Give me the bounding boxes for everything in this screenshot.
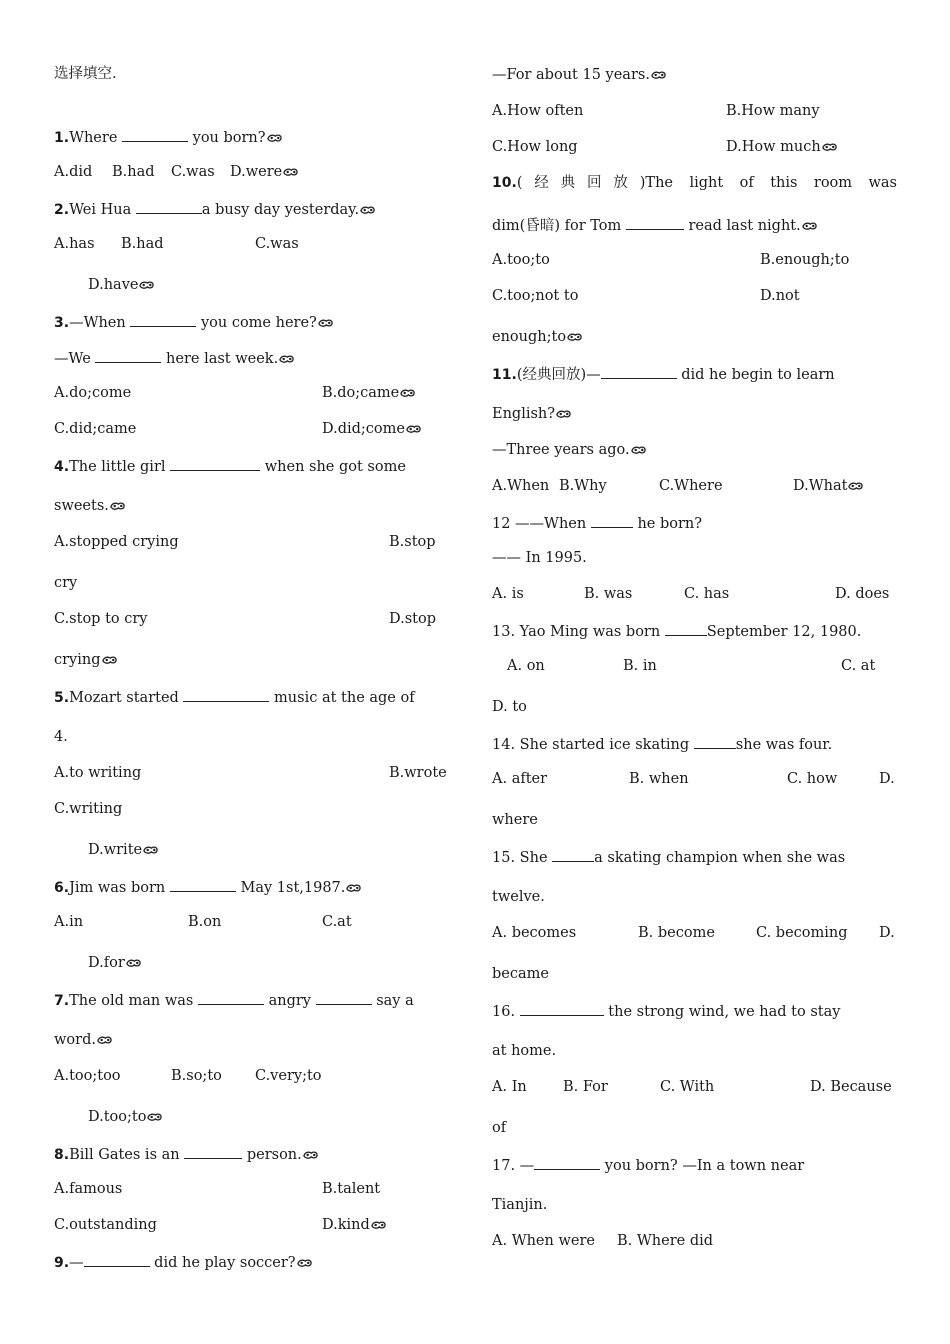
options-q6 [54, 913, 459, 931]
options-q15 [492, 924, 897, 942]
option[interactable]: D. [879, 925, 895, 941]
question-17-line-2: Tianjin. [492, 1197, 548, 1213]
option[interactable]: C.was [171, 164, 215, 180]
option[interactable]: A.too;too [54, 1068, 121, 1084]
option[interactable]: A. on [507, 658, 545, 674]
option[interactable]: A.do;come [54, 385, 132, 401]
options-q5-row1 [54, 764, 459, 782]
options-q14 [492, 770, 897, 788]
option[interactable]: A.to writing [54, 765, 142, 781]
question-10-line-2: dim(昏暗) for Tom read last night. [492, 215, 817, 233]
option[interactable]: B.enough;to [760, 252, 850, 268]
answer-blank[interactable] [122, 127, 188, 142]
answer-blank[interactable] [170, 456, 260, 471]
option[interactable]: A. When were [492, 1233, 595, 1249]
answer-blank[interactable] [84, 1252, 150, 1267]
option[interactable]: D.How much [726, 138, 837, 156]
option[interactable]: D. does [835, 586, 890, 602]
answer-blank[interactable] [95, 348, 161, 363]
audio-icon [279, 354, 294, 364]
option[interactable]: B.How many [726, 103, 820, 119]
question-16-line-2: at home. [492, 1043, 557, 1059]
options-q13 [492, 657, 897, 675]
option[interactable]: A. becomes [492, 925, 577, 941]
question-10: 10.(经典回放)The light of this room was [492, 175, 897, 191]
option[interactable]: A. is [492, 586, 524, 602]
option[interactable]: D.for [88, 954, 141, 972]
answer-blank[interactable] [170, 877, 236, 892]
option[interactable]: C.outstanding [54, 1217, 157, 1233]
option[interactable]: D.too;to [88, 1108, 162, 1126]
option-continued: cry [54, 575, 78, 591]
audio-icon [97, 1035, 112, 1045]
audio-icon [360, 205, 375, 215]
option[interactable]: C.did;came [54, 421, 137, 437]
question-12-answer: —— In 1995. [492, 550, 587, 566]
option[interactable]: C.Where [659, 478, 723, 494]
question-7-line-2: word. [54, 1031, 112, 1049]
question-4-line-2: sweets. [54, 497, 125, 515]
option[interactable]: C.How long [492, 139, 578, 155]
question-11-line-2: English? [492, 405, 571, 423]
audio-icon [406, 424, 421, 434]
option[interactable]: C.stop to cry [54, 611, 148, 627]
options-q3-row2 [54, 420, 459, 438]
audio-icon [283, 167, 298, 177]
option[interactable]: A.did [54, 164, 93, 180]
option[interactable]: D.stop [389, 611, 436, 627]
options-q12 [492, 585, 897, 603]
options-q4-row1 [54, 533, 459, 551]
answer-blank[interactable] [136, 199, 202, 214]
answer-blank[interactable] [626, 215, 684, 230]
option[interactable]: A.famous [54, 1181, 123, 1197]
answer-blank[interactable] [130, 312, 196, 327]
options-q4-row2 [54, 610, 459, 628]
question-8: 8.Bill Gates is an person. [54, 1144, 318, 1162]
option[interactable]: D.did;come [322, 420, 421, 438]
options-q10-row1 [492, 251, 897, 269]
options-q7 [54, 1067, 459, 1085]
question-15-line-2: twelve. [492, 889, 545, 905]
question-13: 13. Yao Ming was born September 12, 1980. [492, 621, 861, 639]
option[interactable]: A. In [492, 1079, 527, 1095]
question-9-answer: —For about 15 years. [492, 66, 666, 84]
answer-blank[interactable] [316, 990, 372, 1005]
option[interactable]: B. Where did [617, 1233, 714, 1249]
option-continued: of [492, 1120, 507, 1136]
option[interactable]: B.stop [389, 534, 436, 550]
options-q2 [54, 235, 459, 253]
options-q8-row2 [54, 1216, 459, 1234]
audio-icon [371, 1220, 386, 1230]
audio-icon [631, 445, 646, 455]
question-12: 12 ——When he born? [492, 513, 702, 531]
options-q9-row1 [492, 102, 897, 120]
option[interactable]: A.When [492, 478, 550, 494]
options-q8-row1 [54, 1180, 459, 1198]
option[interactable]: D.write [88, 841, 158, 859]
audio-icon [110, 501, 125, 511]
option-continued: became [492, 966, 549, 982]
option[interactable]: B.do;came [322, 384, 415, 402]
option[interactable]: D. to [492, 699, 527, 715]
audio-icon [567, 332, 582, 342]
question-9: 9.— did he play soccer? [54, 1252, 312, 1270]
options-q1 [54, 163, 459, 181]
audio-icon [147, 1112, 162, 1122]
audio-icon [556, 409, 571, 419]
audio-icon [318, 318, 333, 328]
option[interactable]: C. has [684, 586, 730, 602]
question-17: 17. — you born? —In a town near [492, 1155, 804, 1173]
option[interactable]: D.kind [322, 1216, 386, 1234]
audio-icon [303, 1150, 318, 1160]
audio-icon [267, 133, 282, 143]
option[interactable]: A.has [54, 236, 95, 252]
option[interactable]: B. in [623, 658, 657, 674]
question-7: 7.The old man was angry say a [54, 990, 414, 1008]
option[interactable]: D. [879, 771, 895, 787]
option[interactable]: C. becoming [756, 925, 848, 941]
answer-blank[interactable] [183, 687, 269, 702]
audio-icon [297, 1258, 312, 1268]
option[interactable]: D.have [88, 276, 154, 294]
section-heading: 选择填空. [54, 66, 117, 82]
question-16: 16. the strong wind, we had to stay [492, 1001, 840, 1019]
answer-blank[interactable] [520, 1001, 604, 1016]
option[interactable]: D.not [760, 288, 800, 304]
audio-icon [143, 845, 158, 855]
question-3: 3.—When you come here? [54, 312, 333, 330]
option[interactable]: C. With [660, 1079, 715, 1095]
option[interactable]: B.Why [559, 478, 607, 494]
option[interactable]: D.were [230, 163, 298, 181]
question-15: 15. She a skating champion when she was [492, 847, 845, 865]
audio-icon [651, 70, 666, 80]
question-11-answer: —Three years ago. [492, 441, 646, 459]
option[interactable]: B.wrote [389, 765, 447, 781]
option[interactable]: B.on [188, 914, 222, 930]
option[interactable]: C.very;to [255, 1068, 322, 1084]
options-q9-row2 [492, 138, 897, 156]
answer-blank[interactable] [601, 364, 677, 379]
option-continued: where [492, 812, 538, 828]
answer-blank[interactable] [184, 1144, 242, 1159]
option[interactable]: B. was [584, 586, 633, 602]
option[interactable]: B.talent [322, 1181, 381, 1197]
option[interactable]: A.stopped crying [54, 534, 179, 550]
option[interactable]: B. For [563, 1079, 608, 1095]
option-continued: crying [54, 651, 117, 669]
question-1: 1.Where you born? [54, 127, 282, 145]
option-continued: enough;to [492, 328, 582, 346]
option[interactable]: D. Because [810, 1079, 892, 1095]
question-5: 5.Mozart started music at the age of [54, 687, 415, 705]
options-q16 [492, 1078, 897, 1096]
question-11: 11.(经典回放)— did he begin to learn [492, 364, 835, 382]
option[interactable]: B.had [112, 164, 155, 180]
audio-icon [802, 221, 817, 231]
option[interactable]: C.at [322, 914, 352, 930]
option[interactable]: A.too;to [492, 252, 550, 268]
question-3-line-2: —We here last week. [54, 348, 294, 366]
options-q17 [492, 1232, 897, 1250]
options-q3-row1 [54, 384, 459, 402]
option[interactable]: C.too;not to [492, 288, 579, 304]
answer-blank[interactable] [591, 513, 633, 528]
audio-icon [139, 280, 154, 290]
option[interactable]: B.had [121, 236, 164, 252]
answer-blank[interactable] [534, 1155, 600, 1170]
option[interactable]: B.so;to [171, 1068, 222, 1084]
audio-icon [400, 388, 415, 398]
answer-blank[interactable] [198, 990, 264, 1005]
options-q10-row2 [492, 287, 897, 305]
option[interactable]: A.How often [492, 103, 584, 119]
question-4: 4.The little girl when she got some [54, 456, 406, 474]
question-14: 14. She started ice skating she was four. [492, 734, 832, 752]
audio-icon [126, 958, 141, 968]
option[interactable]: C. at [841, 658, 876, 674]
question-5-line-2: 4. [54, 729, 68, 745]
options-q11 [492, 477, 897, 495]
answer-blank[interactable] [552, 847, 594, 862]
answer-blank[interactable] [665, 621, 707, 636]
option[interactable]: C.writing [54, 801, 123, 817]
option[interactable]: A. after [492, 771, 548, 787]
question-6: 6.Jim was born May 1st,1987. [54, 877, 361, 895]
option[interactable]: D.What [793, 477, 863, 495]
option[interactable]: B. when [629, 771, 689, 787]
option[interactable]: B. become [638, 925, 715, 941]
option[interactable]: C.was [255, 236, 299, 252]
audio-icon [102, 655, 117, 665]
audio-icon [848, 481, 863, 491]
audio-icon [822, 142, 837, 152]
answer-blank[interactable] [694, 734, 736, 749]
question-2: 2.Wei Hua a busy day yesterday. [54, 199, 375, 217]
option[interactable]: C. how [787, 771, 838, 787]
option[interactable]: A.in [54, 914, 84, 930]
audio-icon [346, 883, 361, 893]
